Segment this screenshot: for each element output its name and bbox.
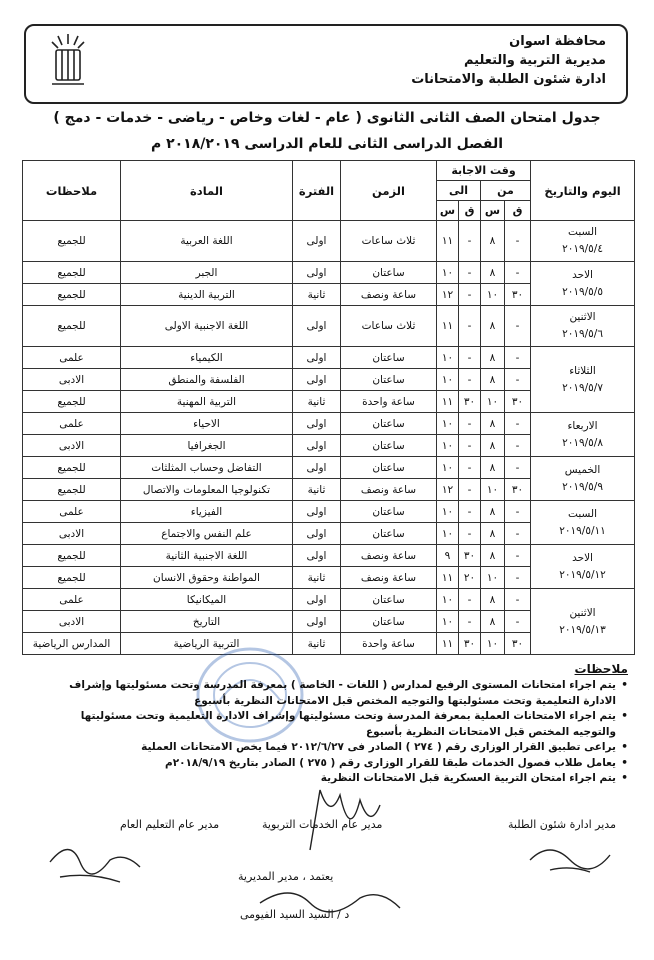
duration-cell: ساعة واحدة [341,391,437,413]
duration-cell: ساعة ونصف [341,479,437,501]
to-q-cell: - [459,347,481,369]
duration-cell: ساعتان [341,413,437,435]
from-s-cell: ٨ [481,611,505,633]
from-s-cell: ٨ [481,413,505,435]
from-q-cell: - [505,611,531,633]
subject-cell: اللغة الاجنبية الاولى [121,306,293,347]
period-cell: اولى [293,523,341,545]
duration-cell: ساعة ونصف [341,284,437,306]
ministry-logo-icon [46,30,90,90]
note-item: • يتم اجراء امتحانات المستوى الرفيع لمدارس ( اللغات - الخاصة ) بمعرفة المدرسة وتحت مسئوليتها وإشراف الادارة التعليمية وتحت مسئوليتها والتوجيه المختص قبل الامتحانات النظرية بأسبوع [40,678,628,709]
header-from: من [481,181,531,201]
from-q-cell: - [505,435,531,457]
signature-middle [300,780,400,860]
header-from-q: ق [505,201,531,221]
header-to-q: ق [459,201,481,221]
table-row [23,589,635,611]
note-cell: للجميع [23,567,121,589]
from-s-cell: ٨ [481,523,505,545]
date-label: ٢٠١٩/٥/٨ [562,436,603,449]
day-date-cell [531,262,635,306]
day-date-cell [531,545,635,589]
to-q-cell: - [459,369,481,391]
day-date-cell [531,306,635,347]
note-item: • يعامل طلاب فصول الخدمات طبقا للقرار الوزارى رقم ( ٢٧٥ ) الصادر بتاريخ ٢٠١٨/٩/١٩م [40,756,628,772]
table-row [23,262,635,284]
from-s-cell: ٨ [481,457,505,479]
note-item: • يتم اجراء الامتحانات العملية بمعرفة المدرسة وتحت مسئوليتها وإشراف الادارة التعليمية وتحت مسئوليتها والتوجيه المختص قبل الامتحانات النظرية بأسبوع [40,709,628,740]
header-from-s: س [481,201,505,221]
period-cell: اولى [293,221,341,262]
day-label: الاربعاء [567,419,598,432]
table-row [23,457,635,479]
to-s-cell: ١٠ [437,347,459,369]
to-s-cell: ٩ [437,545,459,567]
schedule-subtitle: الفصل الدراسى الثانى للعام الدراسى ٢٠١٨/٢٠١٩ م [150,136,504,152]
from-s-cell: ٨ [481,501,505,523]
subject-cell: الفلسفة والمنطق [121,369,293,391]
from-q-cell: - [505,369,531,391]
day-date-cell [531,589,635,655]
period-cell: ثانية [293,567,341,589]
from-s-cell: ٨ [481,545,505,567]
period-cell: اولى [293,435,341,457]
to-q-cell: - [459,306,481,347]
to-q-cell: - [459,221,481,262]
to-s-cell: ١١ [437,306,459,347]
subject-cell: الميكانيكا [121,589,293,611]
student-affairs-director-title: مدير ادارة شئون الطلبة [508,818,616,831]
note-cell: للجميع [23,545,121,567]
note-cell: الادبى [23,611,121,633]
period-cell: اولى [293,262,341,284]
period-cell: ثانية [293,284,341,306]
department-label: ادارة شئون الطلبة والامتحانات [411,72,606,87]
date-label: ٢٠١٩/٥/٥ [562,285,603,298]
day-label: الاحد [572,551,593,564]
note-cell: للجميع [23,391,121,413]
to-s-cell: ١١ [437,633,459,655]
to-q-cell: - [459,589,481,611]
from-q-cell: - [505,457,531,479]
note-cell: علمى [23,501,121,523]
schedule-body [23,221,635,655]
duration-cell: ساعتان [341,523,437,545]
to-q-cell: - [459,611,481,633]
signature-right [520,830,620,880]
period-cell: ثانية [293,391,341,413]
date-label: ٢٠١٩/٥/٩ [562,480,603,493]
date-label: ٢٠١٩/٥/٧ [562,381,603,394]
period-cell: اولى [293,369,341,391]
note-cell: للجميع [23,457,121,479]
to-q-cell: ٣٠ [459,391,481,413]
day-label: السبت [568,507,598,520]
table-row [23,306,635,347]
from-q-cell: ٣٠ [505,479,531,501]
period-cell: اولى [293,611,341,633]
schedule-title: جدول امتحان الصف الثانى الثانوى ( عام - لغات وخاص - رياضى - خدمات - دمج ) [53,110,601,126]
period-cell: اولى [293,545,341,567]
header-period: الفترة [293,161,341,221]
from-q-cell: ٣٠ [505,284,531,306]
date-label: ٢٠١٩/٥/١٣ [559,623,606,636]
from-s-cell: ١٠ [481,479,505,501]
duration-cell: ساعتان [341,457,437,479]
from-q-cell: - [505,262,531,284]
duration-cell: ساعة ونصف [341,545,437,567]
note-cell: علمى [23,347,121,369]
to-s-cell: ١٠ [437,435,459,457]
duration-cell: ساعة واحدة [341,633,437,655]
note-cell: علمى [23,589,121,611]
note-cell: الادبى [23,435,121,457]
subject-cell: الاحياء [121,413,293,435]
to-s-cell: ١٠ [437,523,459,545]
duration-cell: ثلاث ساعات [341,221,437,262]
to-q-cell: - [459,479,481,501]
duration-cell: ثلاث ساعات [341,306,437,347]
duration-cell: ساعتان [341,501,437,523]
notes-title: ملاحظات [574,662,628,676]
to-q-cell: - [459,501,481,523]
from-q-cell: - [505,545,531,567]
note-item: • يراعى تطبيق القرار الوزارى رقم ( ٢٧٤ ) الصادر فى ٢٠١٢/٦/٢٧ فيما يخص الامتحانات العملية [40,740,628,756]
duration-cell: ساعتان [341,435,437,457]
day-date-cell [531,347,635,413]
from-q-cell: - [505,413,531,435]
date-label: ٢٠١٩/٥/٦ [562,328,603,340]
note-cell: المدارس الرياضية [23,633,121,655]
header-duration: الزمن [341,161,437,221]
approval-label: يعتمد ، مدير المديرية [238,870,334,883]
day-label: الاثنين [569,606,596,619]
table-row [23,413,635,435]
subject-cell: التربية المهنية [121,391,293,413]
day-date-cell [531,501,635,545]
from-q-cell: - [505,567,531,589]
day-label: الخميس [564,463,601,476]
to-s-cell: ١٠ [437,369,459,391]
date-label: ٢٠١٩/٥/١١ [559,524,606,537]
from-q-cell: - [505,347,531,369]
day-label: الاحد [572,268,593,281]
to-s-cell: ١٠ [437,589,459,611]
duration-cell: ساعتان [341,262,437,284]
header-subject: المادة [121,161,293,221]
subject-cell: الكيمياء [121,347,293,369]
to-q-cell: ٣٠ [459,633,481,655]
subject-cell: الفيزياء [121,501,293,523]
to-q-cell: ٣٠ [459,545,481,567]
duration-cell: ساعتان [341,611,437,633]
to-q-cell: - [459,457,481,479]
day-label: السبت [568,226,598,238]
from-s-cell: ٨ [481,306,505,347]
from-s-cell: ١٠ [481,391,505,413]
period-cell: اولى [293,347,341,369]
note-cell: للجميع [23,479,121,501]
directorate-label: مديرية التربية والتعليم [463,53,606,68]
note-cell: علمى [23,413,121,435]
to-q-cell: - [459,284,481,306]
signature-left [40,832,150,892]
from-s-cell: ٨ [481,262,505,284]
to-q-cell: ٢٠ [459,567,481,589]
from-s-cell: ١٠ [481,567,505,589]
from-s-cell: ٨ [481,221,505,262]
from-s-cell: ١٠ [481,633,505,655]
to-s-cell: ١٢ [437,284,459,306]
day-label: الاثنين [569,311,596,323]
subject-cell: اللغة الاجنبية الثانية [121,545,293,567]
from-q-cell: - [505,306,531,347]
to-s-cell: ١٠ [437,457,459,479]
to-s-cell: ١١ [437,221,459,262]
note-cell: للجميع [23,262,121,284]
subject-cell: الجغرافيا [121,435,293,457]
subject-cell: التفاضل وحساب المثلثات [121,457,293,479]
to-s-cell: ١٢ [437,479,459,501]
note-cell: للجميع [23,284,121,306]
from-q-cell: - [505,221,531,262]
header-to: الى [437,181,481,201]
header-lines [411,32,606,89]
subject-cell: الجبر [121,262,293,284]
note-cell: الادبى [23,523,121,545]
table-row [23,347,635,369]
header-to-s: س [437,201,459,221]
to-q-cell: - [459,413,481,435]
period-cell: اولى [293,457,341,479]
educational-services-director-title: مدير عام الخدمات التربوية [262,818,383,831]
day-date-cell [531,413,635,457]
table-row [23,221,635,262]
subject-cell: علم النفس والاجتماع [121,523,293,545]
subject-cell: اللغة العربية [121,221,293,262]
note-cell: الادبى [23,369,121,391]
to-s-cell: ١١ [437,391,459,413]
table-row [23,545,635,567]
day-date-cell [531,221,635,262]
to-s-cell: ١١ [437,567,459,589]
to-s-cell: ١٠ [437,262,459,284]
from-q-cell: - [505,589,531,611]
governorate-label: محافظة اسوان [509,34,606,49]
exam-schedule-table [22,160,635,655]
period-cell: اولى [293,589,341,611]
from-s-cell: ٨ [481,347,505,369]
header-day-date: اليوم والتاريخ [531,161,635,221]
date-label: ٢٠١٩/٥/١٢ [559,568,606,581]
duration-cell: ساعة ونصف [341,567,437,589]
day-label: الثلاثاء [569,364,596,377]
general-education-director-title: مدير عام التعليم العام [120,818,220,831]
subject-cell: تكنولوجيا المعلومات والاتصال [121,479,293,501]
subject-cell: التربية الرياضية [121,633,293,655]
from-s-cell: ٨ [481,589,505,611]
subject-cell: التاريخ [121,611,293,633]
from-s-cell: ٨ [481,435,505,457]
to-s-cell: ١٠ [437,501,459,523]
subject-cell: المواطنة وحقوق الانسان [121,567,293,589]
duration-cell: ساعتان [341,589,437,611]
to-q-cell: - [459,523,481,545]
date-label: ٢٠١٩/٥/٤ [562,243,603,255]
to-s-cell: ١٠ [437,611,459,633]
from-s-cell: ١٠ [481,284,505,306]
from-q-cell: ٣٠ [505,391,531,413]
notes-list [40,678,628,787]
period-cell: اولى [293,413,341,435]
header-answer-time: وقت الاجابة [437,161,531,181]
duration-cell: ساعتان [341,369,437,391]
table-row [23,501,635,523]
period-cell: ثانية [293,479,341,501]
from-q-cell: - [505,523,531,545]
duration-cell: ساعتان [341,347,437,369]
from-q-cell: ٣٠ [505,633,531,655]
to-q-cell: - [459,435,481,457]
day-date-cell [531,457,635,501]
period-cell: اولى [293,306,341,347]
subject-cell: التربية الدينية [121,284,293,306]
period-cell: ثانية [293,633,341,655]
from-q-cell: - [505,501,531,523]
to-s-cell: ١٠ [437,413,459,435]
director-name: د / السيد السيد الفيومى [240,908,350,921]
note-item: • يتم اجراء امتحان التربية العسكرية قبل الامتحانات النظرية [40,771,628,787]
period-cell: اولى [293,501,341,523]
note-cell: للجميع [23,221,121,262]
header-notes: ملاحظات [23,161,121,221]
note-cell: للجميع [23,306,121,347]
to-q-cell: - [459,262,481,284]
from-s-cell: ٨ [481,369,505,391]
signature-director [250,878,410,918]
